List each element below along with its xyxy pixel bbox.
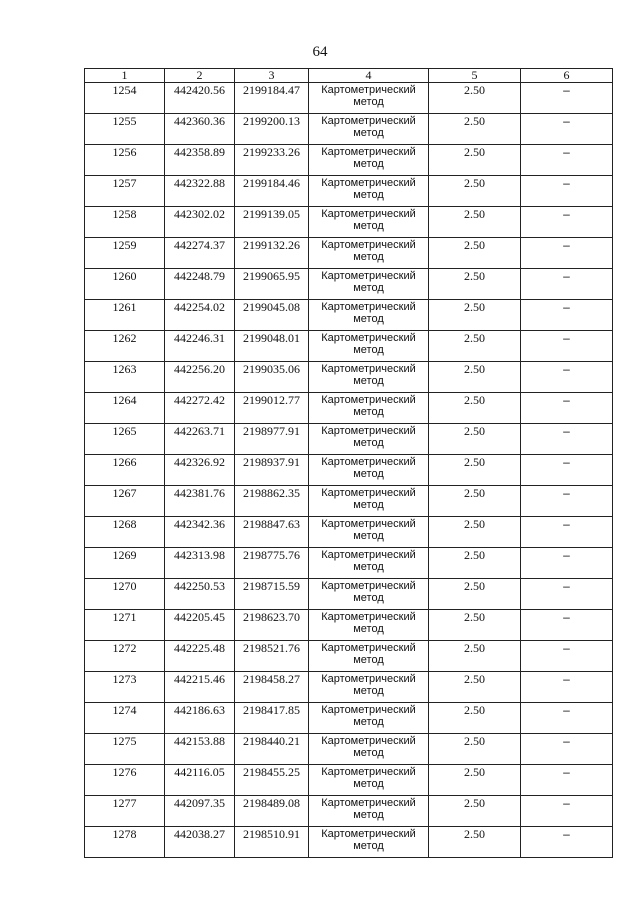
x-coordinate-cell: 442215.46 (165, 672, 235, 703)
point-number-cell: 1258 (85, 207, 165, 238)
table-row (85, 610, 613, 641)
y-coordinate-cell: 2198623.70 (235, 610, 309, 641)
point-number-cell: 1270 (85, 579, 165, 610)
y-coordinate-cell: 2198521.76 (235, 641, 309, 672)
point-number-cell: 1278 (85, 827, 165, 858)
table-row (85, 362, 613, 393)
accuracy-cell: 2.50 (429, 517, 521, 548)
method-cell: Картометрический метод (309, 176, 429, 207)
table-row (85, 455, 613, 486)
y-coordinate-cell: 2199184.46 (235, 176, 309, 207)
accuracy-cell: 2.50 (429, 765, 521, 796)
column-header: 4 (309, 69, 429, 83)
x-coordinate-cell: 442153.88 (165, 734, 235, 765)
point-number-cell: 1266 (85, 455, 165, 486)
y-coordinate-cell: 2199233.26 (235, 145, 309, 176)
x-coordinate-cell: 442360.36 (165, 114, 235, 145)
note-cell: – (521, 796, 613, 827)
accuracy-cell: 2.50 (429, 362, 521, 393)
note-cell: – (521, 579, 613, 610)
note-cell: – (521, 207, 613, 238)
method-cell: Картометрический метод (309, 114, 429, 145)
coordinates-table (84, 68, 613, 858)
table-row (85, 300, 613, 331)
point-number-cell: 1255 (85, 114, 165, 145)
table-row (85, 548, 613, 579)
method-cell: Картометрический метод (309, 424, 429, 455)
note-cell: – (521, 672, 613, 703)
accuracy-cell: 2.50 (429, 703, 521, 734)
accuracy-cell: 2.50 (429, 734, 521, 765)
y-coordinate-cell: 2199048.01 (235, 331, 309, 362)
y-coordinate-cell: 2198458.27 (235, 672, 309, 703)
method-cell: Картометрический метод (309, 393, 429, 424)
y-coordinate-cell: 2199132.26 (235, 238, 309, 269)
point-number-cell: 1263 (85, 362, 165, 393)
note-cell: – (521, 455, 613, 486)
x-coordinate-cell: 442246.31 (165, 331, 235, 362)
table-row (85, 207, 613, 238)
method-cell: Картометрический метод (309, 703, 429, 734)
y-coordinate-cell: 2198862.35 (235, 486, 309, 517)
method-cell: Картометрический метод (309, 145, 429, 176)
y-coordinate-cell: 2198440.21 (235, 734, 309, 765)
accuracy-cell: 2.50 (429, 827, 521, 858)
table-row (85, 393, 613, 424)
accuracy-cell: 2.50 (429, 83, 521, 114)
accuracy-cell: 2.50 (429, 393, 521, 424)
accuracy-cell: 2.50 (429, 672, 521, 703)
column-header: 1 (85, 69, 165, 83)
column-header: 2 (165, 69, 235, 83)
method-cell: Картометрический метод (309, 548, 429, 579)
note-cell: – (521, 114, 613, 145)
point-number-cell: 1271 (85, 610, 165, 641)
accuracy-cell: 2.50 (429, 145, 521, 176)
accuracy-cell: 2.50 (429, 796, 521, 827)
y-coordinate-cell: 2198977.91 (235, 424, 309, 455)
note-cell: – (521, 641, 613, 672)
accuracy-cell: 2.50 (429, 238, 521, 269)
method-cell: Картометрический метод (309, 672, 429, 703)
note-cell: – (521, 734, 613, 765)
method-cell: Картометрический метод (309, 207, 429, 238)
table-row (85, 641, 613, 672)
y-coordinate-cell: 2199139.05 (235, 207, 309, 238)
table-row (85, 827, 613, 858)
table-row (85, 331, 613, 362)
note-cell: – (521, 610, 613, 641)
accuracy-cell: 2.50 (429, 176, 521, 207)
note-cell: – (521, 145, 613, 176)
note-cell: – (521, 765, 613, 796)
method-cell: Картометрический метод (309, 362, 429, 393)
point-number-cell: 1259 (85, 238, 165, 269)
method-cell: Картометрический метод (309, 486, 429, 517)
accuracy-cell: 2.50 (429, 455, 521, 486)
note-cell: – (521, 393, 613, 424)
point-number-cell: 1269 (85, 548, 165, 579)
y-coordinate-cell: 2199184.47 (235, 83, 309, 114)
x-coordinate-cell: 442322.88 (165, 176, 235, 207)
y-coordinate-cell: 2198489.08 (235, 796, 309, 827)
point-number-cell: 1268 (85, 517, 165, 548)
note-cell: – (521, 238, 613, 269)
note-cell: – (521, 362, 613, 393)
note-cell: – (521, 331, 613, 362)
table-row (85, 114, 613, 145)
point-number-cell: 1274 (85, 703, 165, 734)
x-coordinate-cell: 442038.27 (165, 827, 235, 858)
x-coordinate-cell: 442342.36 (165, 517, 235, 548)
accuracy-cell: 2.50 (429, 424, 521, 455)
x-coordinate-cell: 442313.98 (165, 548, 235, 579)
page-number: 64 (312, 44, 328, 60)
method-cell: Картометрический метод (309, 517, 429, 548)
y-coordinate-cell: 2199065.95 (235, 269, 309, 300)
x-coordinate-cell: 442263.71 (165, 424, 235, 455)
y-coordinate-cell: 2199035.06 (235, 362, 309, 393)
point-number-cell: 1265 (85, 424, 165, 455)
table-row (85, 765, 613, 796)
accuracy-cell: 2.50 (429, 269, 521, 300)
x-coordinate-cell: 442116.05 (165, 765, 235, 796)
x-coordinate-cell: 442302.02 (165, 207, 235, 238)
method-cell: Картометрический метод (309, 300, 429, 331)
point-number-cell: 1254 (85, 83, 165, 114)
x-coordinate-cell: 442274.37 (165, 238, 235, 269)
table-row (85, 486, 613, 517)
table-header-row (85, 69, 613, 83)
point-number-cell: 1275 (85, 734, 165, 765)
accuracy-cell: 2.50 (429, 641, 521, 672)
y-coordinate-cell: 2198715.59 (235, 579, 309, 610)
point-number-cell: 1273 (85, 672, 165, 703)
method-cell: Картометрический метод (309, 455, 429, 486)
x-coordinate-cell: 442205.45 (165, 610, 235, 641)
y-coordinate-cell: 2199200.13 (235, 114, 309, 145)
accuracy-cell: 2.50 (429, 486, 521, 517)
method-cell: Картометрический метод (309, 796, 429, 827)
point-number-cell: 1276 (85, 765, 165, 796)
accuracy-cell: 2.50 (429, 300, 521, 331)
accuracy-cell: 2.50 (429, 579, 521, 610)
note-cell: – (521, 176, 613, 207)
method-cell: Картометрический метод (309, 610, 429, 641)
method-cell: Картометрический метод (309, 734, 429, 765)
column-header: 3 (235, 69, 309, 83)
point-number-cell: 1267 (85, 486, 165, 517)
point-number-cell: 1257 (85, 176, 165, 207)
x-coordinate-cell: 442186.63 (165, 703, 235, 734)
point-number-cell: 1277 (85, 796, 165, 827)
note-cell: – (521, 517, 613, 548)
point-number-cell: 1272 (85, 641, 165, 672)
y-coordinate-cell: 2199012.77 (235, 393, 309, 424)
table-row (85, 424, 613, 455)
table-body (85, 83, 613, 858)
column-header: 6 (521, 69, 613, 83)
x-coordinate-cell: 442256.20 (165, 362, 235, 393)
table-row (85, 238, 613, 269)
method-cell: Картометрический метод (309, 238, 429, 269)
y-coordinate-cell: 2198510.91 (235, 827, 309, 858)
table-row (85, 83, 613, 114)
x-coordinate-cell: 442250.53 (165, 579, 235, 610)
x-coordinate-cell: 442358.89 (165, 145, 235, 176)
table-row (85, 796, 613, 827)
table-row (85, 734, 613, 765)
method-cell: Картометрический метод (309, 83, 429, 114)
point-number-cell: 1262 (85, 331, 165, 362)
table-row (85, 176, 613, 207)
y-coordinate-cell: 2198775.76 (235, 548, 309, 579)
y-coordinate-cell: 2198937.91 (235, 455, 309, 486)
method-cell: Картометрический метод (309, 827, 429, 858)
x-coordinate-cell: 442420.56 (165, 83, 235, 114)
table-row (85, 703, 613, 734)
note-cell: – (521, 548, 613, 579)
accuracy-cell: 2.50 (429, 548, 521, 579)
point-number-cell: 1260 (85, 269, 165, 300)
table-row (85, 579, 613, 610)
method-cell: Картометрический метод (309, 641, 429, 672)
note-cell: – (521, 269, 613, 300)
point-number-cell: 1261 (85, 300, 165, 331)
x-coordinate-cell: 442225.48 (165, 641, 235, 672)
x-coordinate-cell: 442097.35 (165, 796, 235, 827)
column-header: 5 (429, 69, 521, 83)
y-coordinate-cell: 2198455.25 (235, 765, 309, 796)
method-cell: Картометрический метод (309, 269, 429, 300)
accuracy-cell: 2.50 (429, 207, 521, 238)
note-cell: – (521, 827, 613, 858)
table-row (85, 145, 613, 176)
note-cell: – (521, 83, 613, 114)
x-coordinate-cell: 442272.42 (165, 393, 235, 424)
note-cell: – (521, 486, 613, 517)
y-coordinate-cell: 2198847.63 (235, 517, 309, 548)
accuracy-cell: 2.50 (429, 331, 521, 362)
note-cell: – (521, 300, 613, 331)
y-coordinate-cell: 2198417.85 (235, 703, 309, 734)
point-number-cell: 1264 (85, 393, 165, 424)
x-coordinate-cell: 442381.76 (165, 486, 235, 517)
method-cell: Картометрический метод (309, 765, 429, 796)
accuracy-cell: 2.50 (429, 610, 521, 641)
x-coordinate-cell: 442254.02 (165, 300, 235, 331)
accuracy-cell: 2.50 (429, 114, 521, 145)
method-cell: Картометрический метод (309, 579, 429, 610)
x-coordinate-cell: 442248.79 (165, 269, 235, 300)
note-cell: – (521, 424, 613, 455)
table-row (85, 672, 613, 703)
point-number-cell: 1256 (85, 145, 165, 176)
y-coordinate-cell: 2199045.08 (235, 300, 309, 331)
table-row (85, 269, 613, 300)
table-row (85, 517, 613, 548)
note-cell: – (521, 703, 613, 734)
x-coordinate-cell: 442326.92 (165, 455, 235, 486)
method-cell: Картометрический метод (309, 331, 429, 362)
